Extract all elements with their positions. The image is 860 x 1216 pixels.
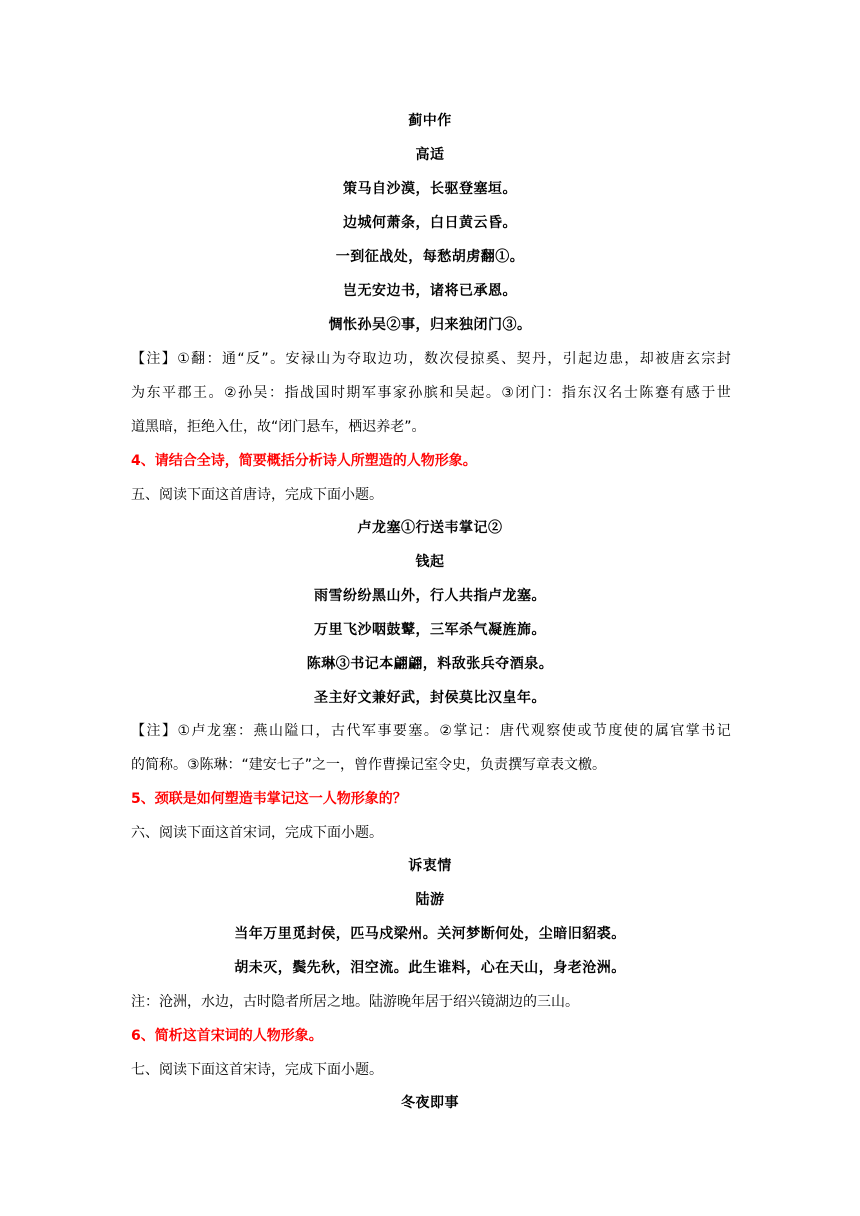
question-6: 6、简析这首宋词的人物形象。 [131,1028,323,1044]
section-heading: 七、阅读下面这首宋诗，完成下面小题。 [131,1062,383,1078]
annotation-line: 【注】①卢龙塞：燕山隘口，古代军事要塞。②掌记：唐代观察使或节度使的属官掌书记 [131,723,731,739]
poem-title: 蓟中作 [408,113,452,129]
poem-title: 冬夜即事 [401,1095,459,1111]
poem-line: 岂无安边书，诸将已承恩。 [343,283,517,299]
poem-line: 边城何萧条，白日黄云昏。 [343,215,517,231]
annotation-line: 为东平郡王。②孙吴：指战国时期军事家孙膑和吴起。③闭门：指东汉名士陈蹇有感于世 [131,385,731,401]
poem-author: 钱起 [415,554,445,570]
poem-line: 策马自沙漠，长驱登塞垣。 [343,181,517,197]
poem-line: 圣主好文兼好武，封侯莫比汉皇年。 [314,690,546,706]
poem-line: 万里飞沙咽鼓鼙，三军杀气凝旌旆。 [314,622,546,638]
poem-line: 陈琳③书记本翩翩，料敌张兵夺酒泉。 [306,656,554,672]
question-4: 4、请结合全诗，简要概括分析诗人所塑造的人物形象。 [131,453,477,469]
annotation-line: 的简称。③陈琳：“建安七子”之一，曾作曹操记室令史，负责撰写章表文檄。 [131,757,607,773]
annotation-line: 【注】①翻：通“反”。安禄山为夺取边功，数次侵掠奚、契丹，引起边患，却被唐玄宗封 [131,351,731,367]
poem-line: 一到征战处，每愁胡虏翻①。 [335,249,525,265]
poem-author: 陆游 [415,892,445,908]
poem-author: 高适 [415,147,445,163]
poem-line: 惆怅孙吴②事，归来独闭门③。 [328,317,532,333]
poem-line: 胡未灭，鬓先秋，泪空流。此生谁料，心在天山，身老沧洲。 [234,960,626,976]
section-heading: 五、阅读下面这首唐诗，完成下面小题。 [131,487,383,503]
poem-line: 当年万里觅封侯，匹马戍梁州。关河梦断何处，尘暗旧貂裘。 [234,926,626,942]
poem-line: 雨雪纷纷黑山外，行人共指卢龙塞。 [314,588,546,604]
poem-title: 卢龙塞①行送韦掌记② [357,520,503,536]
poem-title: 诉衷情 [408,858,452,874]
annotation-line: 道黑暗，拒绝入仕，故“闭门悬车，栖迟养老”。 [131,419,426,435]
section-heading: 六、阅读下面这首宋词，完成下面小题。 [131,825,383,841]
annotation-line: 注：沧洲，水边，古时隐者所居之地。陆游晚年居于绍兴镜湖边的三山。 [131,994,579,1010]
question-5: 5、颈联是如何塑造韦掌记这一人物形象的？ [131,791,407,807]
